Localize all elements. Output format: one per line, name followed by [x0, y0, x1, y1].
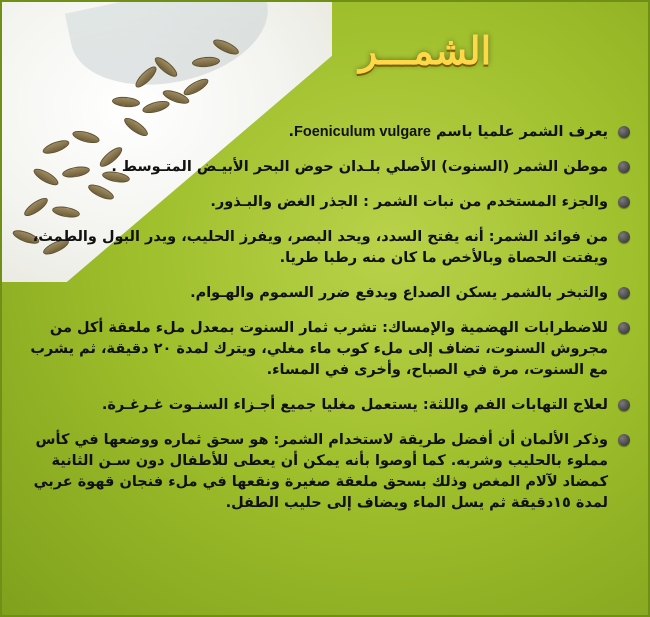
list-item: للاضطرابات الهضمية والإمساك: تشرب ثمار السنوت بمعدل ملء ملعقة أكل من مجروش السنوت، تضاف إلى ملء كوب ماء مغلي، ويترك لمدة ٢٠ دقيقة، ثم يشرب مع السنوت، مرة في الصباح، وأخرى في المساء. [20, 318, 630, 381]
list-item: والتبخر بالشمر يسكن الصداع ويدفع ضرر السموم والهـوام. [20, 283, 630, 304]
list-item: من فوائد الشمر: أنه يفتح السدد، ويحد البصر، ويفرز الحليب، ويدر البول والطمث، ويفتت الحصاة وبالأخص ما كان منه رطبا طريا. [20, 227, 630, 269]
page-title: الشمـــر [358, 28, 492, 73]
list-item: موطن الشمر (السنوت) الأصلي بلـدان حوض البحر الأبيـض المتـوسط . [20, 157, 630, 178]
list-item: لعلاج التهابات الفم واللثة: يستعمل مغليا جميع أجـزاء السنـوت غـرغـرة. [20, 395, 630, 416]
list-item: وذكر الألمان أن أفضل طريقة لاستخدام الشمر: هو سحق ثماره ووضعها في كأس مملوء بالحليب وشربه. كما أوصوا بأنه يمكن أن يعطى للأطفال دون سـن الثانية كمضاد لآلام المغص وذلك بسحق ملعقة صغيرة ونقعها في ملء فنجان قهوة عربي لمدة ١٥دقيقة ثم يسل الماء ويضاف إلى حليب الطفل. [20, 430, 630, 514]
bullet-icon [618, 434, 630, 446]
bullet-icon [618, 161, 630, 173]
bullet-icon [618, 126, 630, 138]
bullet-icon [618, 196, 630, 208]
list-item: والجزء المستخدم من نبات الشمر : الجذر الغض والبـذور. [20, 192, 630, 213]
bullet-icon [618, 287, 630, 299]
bullet-icon [618, 322, 630, 334]
bullet-icon [618, 399, 630, 411]
bullet-icon [618, 231, 630, 243]
list-item: يعرف الشمر علميا باسم Foeniculum vulgare. [20, 122, 630, 143]
info-list [20, 122, 630, 528]
